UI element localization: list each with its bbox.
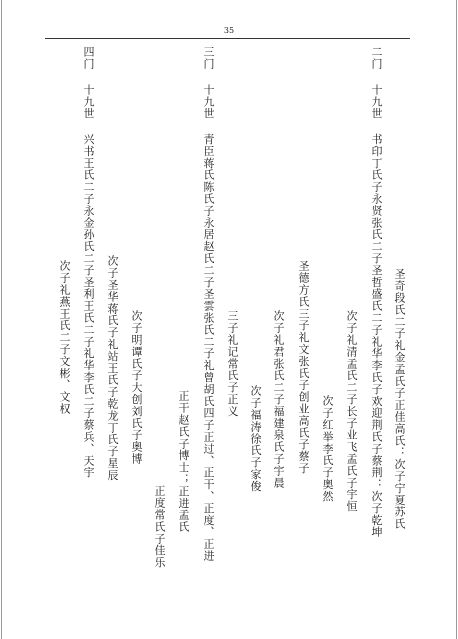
genealogy-column-3: 次子礼清孟氏二子长子业飞孟氏子宇恒 <box>345 310 358 513</box>
genealogy-column-2: 二门 十九世 书印丁氏子永贤张氏二子圣哲盛氏二子礼华李氏子欢迎荆氏子蔡荆：次子乾坤 <box>370 46 383 538</box>
genealogy-column-15: 次子礼燕王氏二子文彬、文权 <box>58 260 71 415</box>
page-border-left <box>1 0 2 639</box>
genealogy-column-5: 圣德方氏三子礼文张氏子创业高氏子蔡子 <box>297 260 310 475</box>
genealogy-column-14: 四门 十九世 兴书王氏二子永金孙氏二子圣利王氏二子礼华李氏二子蔡兵、天宇 <box>82 46 95 479</box>
genealogy-column-7: 次子福涛徐氏子家俊 <box>249 385 262 493</box>
genealogy-column-6: 次子礼君张氏二子福建泉氏子宇晨 <box>272 310 285 489</box>
page-number: 35 <box>223 26 235 35</box>
header-rule <box>45 38 410 39</box>
page-border-right <box>456 0 457 639</box>
genealogy-column-8: 三子礼记常氏子正义 <box>226 310 239 418</box>
genealogy-column-13: 次子圣华蒋氏子礼站王氏子乾龙丁氏子星辰 <box>106 255 119 482</box>
genealogy-column-10: 正干赵氏子博士；正进孟氏 <box>177 390 190 533</box>
genealogy-column-4: 次子红举李氏子奥然 <box>321 395 334 503</box>
genealogy-column-11: 正度常氏子佳乐 <box>153 485 166 569</box>
genealogy-column-1: 圣奇段氏二子礼金孟氏子正佳高氏：次子宁夏苏氏 <box>393 268 406 530</box>
genealogy-column-9: 三门 十九世 青臣蒋氏陈氏子永居赵氏二子圣雲张氏二子礼曾胡氏四子正过、正干、正度、正进 <box>202 46 215 562</box>
genealogy-column-12: 次子明谭氏子大创刘氏子奥博 <box>130 310 143 465</box>
